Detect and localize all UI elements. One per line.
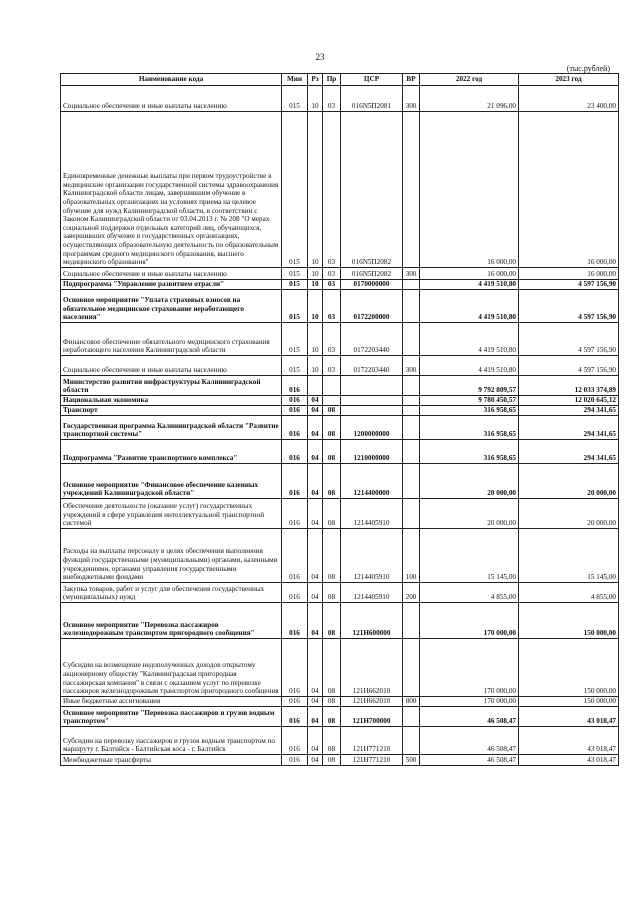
row-name: Основное мероприятие "Финансовое обеспечение казенных учреждений Калининградской области" bbox=[61, 464, 282, 499]
table-row bbox=[61, 280, 619, 290]
row-2022: 316 958,65 bbox=[420, 440, 519, 464]
header-rz: Рз bbox=[308, 74, 323, 86]
row-name: Государственная программа Калининградской области "Развитие транспортной системы" bbox=[61, 416, 282, 440]
row-csr bbox=[341, 406, 403, 416]
row-vr bbox=[403, 112, 420, 268]
row-name: Основное мероприятие "Уплата страховых взносов на обязательное медицинское страхование неработающего населения" bbox=[61, 290, 282, 323]
row-vr: 300 bbox=[403, 86, 420, 112]
table-row bbox=[61, 376, 619, 396]
row-name: Подпрограмма "Управление развитием отрасли" bbox=[61, 280, 282, 290]
row-min: 015 bbox=[282, 268, 308, 280]
row-2023: 15 145,00 bbox=[519, 529, 619, 583]
header-2023: 2023 год bbox=[519, 74, 619, 86]
row-pr: 08 bbox=[323, 755, 341, 766]
row-2022: 170 000,00 bbox=[420, 603, 519, 639]
row-min: 016 bbox=[282, 499, 308, 529]
row-csr: 0172200000 bbox=[341, 290, 403, 323]
row-vr bbox=[403, 396, 420, 406]
row-vr: 800 bbox=[403, 697, 420, 707]
row-2022: 46 508,47 bbox=[420, 707, 519, 727]
row-name: Расходы на выплаты персоналу в целях обеспечения выполнения функций государственными (муниципальными) органами, казенными учреждениями, органами управления государственными внебюджетными фондами bbox=[61, 529, 282, 583]
row-rz: 10 bbox=[308, 290, 323, 323]
row-name: Министерство развития инфраструктуры Калининградской области bbox=[61, 376, 282, 396]
table-row bbox=[61, 583, 619, 603]
table-row bbox=[61, 639, 619, 697]
row-name: Субсидии на перевозку пассажиров и грузов водным транспортом по маршруту г. Балтийск - Балтийская коса - г. Балтийск bbox=[61, 727, 282, 755]
row-min: 015 bbox=[282, 323, 308, 356]
row-min: 016 bbox=[282, 727, 308, 755]
row-2023: 294 341,65 bbox=[519, 406, 619, 416]
row-csr: 016N5П2081 bbox=[341, 86, 403, 112]
row-2022: 4 419 510,80 bbox=[420, 356, 519, 376]
row-vr bbox=[403, 416, 420, 440]
row-rz: 04 bbox=[308, 707, 323, 727]
row-rz: 04 bbox=[308, 396, 323, 406]
row-name: Межбюджетные трансферты bbox=[61, 755, 282, 766]
row-pr: 08 bbox=[323, 464, 341, 499]
row-csr: 121Н771210 bbox=[341, 755, 403, 766]
table-row bbox=[61, 323, 619, 356]
row-2022: 170 000,00 bbox=[420, 639, 519, 697]
row-2022: 46 508,47 bbox=[420, 727, 519, 755]
row-name: Подпрограмма "Развитие транспортного комплекса" bbox=[61, 440, 282, 464]
row-csr: 1214400000 bbox=[341, 464, 403, 499]
row-pr: 08 bbox=[323, 583, 341, 603]
row-2023: 150 000,00 bbox=[519, 697, 619, 707]
row-csr: 121Н662010 bbox=[341, 697, 403, 707]
row-csr: 121Н771210 bbox=[341, 727, 403, 755]
row-rz: 04 bbox=[308, 639, 323, 697]
row-rz: 10 bbox=[308, 280, 323, 290]
row-min: 016 bbox=[282, 603, 308, 639]
row-2022: 16 000,00 bbox=[420, 268, 519, 280]
header-csr: ЦСР bbox=[341, 74, 403, 86]
row-vr: 300 bbox=[403, 268, 420, 280]
row-rz: 04 bbox=[308, 529, 323, 583]
table-row bbox=[61, 112, 619, 268]
row-vr: 100 bbox=[403, 529, 420, 583]
row-2022: 316 958,65 bbox=[420, 406, 519, 416]
row-pr: 08 bbox=[323, 603, 341, 639]
row-name: Транспорт bbox=[61, 406, 282, 416]
row-2022: 16 000,00 bbox=[420, 112, 519, 268]
row-2022: 4 419 510,80 bbox=[420, 280, 519, 290]
row-vr bbox=[403, 499, 420, 529]
row-min: 016 bbox=[282, 416, 308, 440]
header-pr: Пр bbox=[323, 74, 341, 86]
row-rz: 04 bbox=[308, 464, 323, 499]
row-min: 016 bbox=[282, 529, 308, 583]
row-vr bbox=[403, 280, 420, 290]
table-header-row bbox=[61, 74, 619, 86]
row-vr bbox=[403, 639, 420, 697]
table-row bbox=[61, 464, 619, 499]
units-label: (тыс.рублей) bbox=[566, 64, 610, 73]
row-vr bbox=[403, 290, 420, 323]
row-min: 015 bbox=[282, 290, 308, 323]
row-2022: 4 419 510,80 bbox=[420, 290, 519, 323]
row-min: 016 bbox=[282, 583, 308, 603]
row-min: 016 bbox=[282, 406, 308, 416]
row-2022: 21 096,00 bbox=[420, 86, 519, 112]
row-min: 016 bbox=[282, 755, 308, 766]
row-min: 016 bbox=[282, 440, 308, 464]
row-name: Национальная экономика bbox=[61, 396, 282, 406]
row-2023: 4 855,00 bbox=[519, 583, 619, 603]
page-number: 23 bbox=[315, 52, 325, 62]
row-min: 015 bbox=[282, 280, 308, 290]
row-rz: 04 bbox=[308, 727, 323, 755]
row-2023: 23 400,00 bbox=[519, 86, 619, 112]
header-min: Мин bbox=[282, 74, 308, 86]
row-vr bbox=[403, 376, 420, 396]
header-vr: ВР bbox=[403, 74, 420, 86]
row-rz: 10 bbox=[308, 323, 323, 356]
budget-table bbox=[60, 73, 619, 766]
header-name: Наименование кода bbox=[61, 74, 282, 86]
table-row bbox=[61, 416, 619, 440]
row-2023: 4 597 156,90 bbox=[519, 280, 619, 290]
row-min: 016 bbox=[282, 376, 308, 396]
row-name: Единовременные денежные выплаты при первом трудоустройстве в медицинские организации государственной системы здравоохранения Калининградской области лицам, завершившим обучение в образовательных организациях на условиях приема на целевое обучение для нужд Калининградской области, в соответствии с Законом Калининградской области от 03.04.2013 г. № 208 "О мерах социальной поддержки отдельных категорий лиц, обучающихся, завершивших обучение в государственных организациях, осуществляющих образовательную деятельность по образовательным программам среднего медицинского образования, высшего медицинского образования" bbox=[61, 112, 282, 268]
table-row bbox=[61, 697, 619, 707]
row-min: 015 bbox=[282, 112, 308, 268]
row-vr: 300 bbox=[403, 356, 420, 376]
row-csr: 016N5П2082 bbox=[341, 268, 403, 280]
table-row bbox=[61, 440, 619, 464]
row-csr: 121Н600000 bbox=[341, 603, 403, 639]
row-name: Субсидии на возмещение недополученных доходов открытому акционерному обществу "Калининградская пригородная пассажирская компания" в связи с оказанием услуг по перевозке пассажиров железнодорожным транспортом пригородного сообщения bbox=[61, 639, 282, 697]
row-2023: 43 018,47 bbox=[519, 707, 619, 727]
row-pr: 03 bbox=[323, 323, 341, 356]
row-2022: 9 792 809,57 bbox=[420, 376, 519, 396]
row-pr bbox=[323, 376, 341, 396]
row-vr bbox=[403, 464, 420, 499]
row-csr: 1214405910 bbox=[341, 499, 403, 529]
table-row bbox=[61, 290, 619, 323]
row-vr bbox=[403, 406, 420, 416]
row-2023: 150 000,00 bbox=[519, 639, 619, 697]
row-pr: 03 bbox=[323, 268, 341, 280]
table-row bbox=[61, 727, 619, 755]
row-csr: 016N5П2082 bbox=[341, 112, 403, 268]
row-vr bbox=[403, 707, 420, 727]
row-2023: 150 000,00 bbox=[519, 603, 619, 639]
row-rz: 04 bbox=[308, 406, 323, 416]
table-row bbox=[61, 268, 619, 280]
row-vr bbox=[403, 323, 420, 356]
row-2023: 43 018,47 bbox=[519, 755, 619, 766]
table-row bbox=[61, 603, 619, 639]
row-rz: 04 bbox=[308, 440, 323, 464]
row-csr bbox=[341, 396, 403, 406]
row-min: 016 bbox=[282, 707, 308, 727]
row-vr: 500 bbox=[403, 755, 420, 766]
row-pr: 08 bbox=[323, 639, 341, 697]
row-2023: 4 597 156,90 bbox=[519, 290, 619, 323]
row-vr bbox=[403, 603, 420, 639]
row-name: Иные бюджетные ассигнования bbox=[61, 697, 282, 707]
row-name: Обеспечение деятельности (оказание услуг) государственных учреждений в сфере управления интеллектуальной транспортной системой bbox=[61, 499, 282, 529]
row-2023: 12 033 374,89 bbox=[519, 376, 619, 396]
row-2022: 46 508,47 bbox=[420, 755, 519, 766]
row-min: 016 bbox=[282, 464, 308, 499]
row-2023: 43 018,47 bbox=[519, 727, 619, 755]
row-rz: 10 bbox=[308, 356, 323, 376]
row-2023: 20 000,00 bbox=[519, 464, 619, 499]
row-pr bbox=[323, 396, 341, 406]
row-min: 016 bbox=[282, 697, 308, 707]
row-rz: 04 bbox=[308, 416, 323, 440]
table-row bbox=[61, 529, 619, 583]
row-2022: 20 000,00 bbox=[420, 464, 519, 499]
row-csr: 0172203440 bbox=[341, 323, 403, 356]
table-body bbox=[61, 86, 619, 766]
row-pr: 03 bbox=[323, 280, 341, 290]
row-2023: 12 020 645,12 bbox=[519, 396, 619, 406]
row-rz: 04 bbox=[308, 499, 323, 529]
row-name: Социальное обеспечение и иные выплаты населению bbox=[61, 268, 282, 280]
row-csr: 1210000000 bbox=[341, 440, 403, 464]
row-rz: 10 bbox=[308, 86, 323, 112]
row-2022: 20 000,00 bbox=[420, 499, 519, 529]
row-2023: 16 000,00 bbox=[519, 268, 619, 280]
row-csr: 1214405910 bbox=[341, 583, 403, 603]
row-pr: 08 bbox=[323, 529, 341, 583]
header-2022: 2022 год bbox=[420, 74, 519, 86]
row-csr bbox=[341, 376, 403, 396]
row-name: Социальное обеспечение и иные выплаты населению bbox=[61, 356, 282, 376]
row-name: Закупка товаров, работ и услуг для обеспечения государственных (муниципальных) нужд bbox=[61, 583, 282, 603]
row-2022: 316 958,65 bbox=[420, 416, 519, 440]
row-pr: 08 bbox=[323, 707, 341, 727]
row-rz: 04 bbox=[308, 697, 323, 707]
row-name: Основное мероприятие "Перевозка пассажиров железнодорожным транспортом пригородного сообщения" bbox=[61, 603, 282, 639]
row-2022: 4 419 510,80 bbox=[420, 323, 519, 356]
row-pr: 03 bbox=[323, 112, 341, 268]
table-row bbox=[61, 396, 619, 406]
row-2023: 4 597 156,90 bbox=[519, 356, 619, 376]
row-csr: 121Н700000 bbox=[341, 707, 403, 727]
row-vr: 200 bbox=[403, 583, 420, 603]
row-2023: 20 000,00 bbox=[519, 499, 619, 529]
row-rz: 10 bbox=[308, 268, 323, 280]
table-row bbox=[61, 356, 619, 376]
row-2023: 16 000,00 bbox=[519, 112, 619, 268]
row-csr: 1214405910 bbox=[341, 529, 403, 583]
table-row bbox=[61, 707, 619, 727]
row-min: 015 bbox=[282, 356, 308, 376]
row-rz: 04 bbox=[308, 603, 323, 639]
table-row bbox=[61, 406, 619, 416]
row-pr: 03 bbox=[323, 290, 341, 323]
row-pr: 08 bbox=[323, 727, 341, 755]
row-2022: 15 145,00 bbox=[420, 529, 519, 583]
row-csr: 0170000000 bbox=[341, 280, 403, 290]
row-csr: 1200000000 bbox=[341, 416, 403, 440]
row-pr: 03 bbox=[323, 356, 341, 376]
row-2022: 9 780 450,57 bbox=[420, 396, 519, 406]
row-vr bbox=[403, 440, 420, 464]
row-min: 016 bbox=[282, 639, 308, 697]
table-row bbox=[61, 86, 619, 112]
row-pr: 03 bbox=[323, 86, 341, 112]
row-rz: 04 bbox=[308, 583, 323, 603]
row-rz bbox=[308, 376, 323, 396]
row-2022: 170 000,00 bbox=[420, 697, 519, 707]
row-2022: 4 855,00 bbox=[420, 583, 519, 603]
row-csr: 0172203440 bbox=[341, 356, 403, 376]
row-name: Основное мероприятие "Перевозка пассажиров и грузов водным транспортом" bbox=[61, 707, 282, 727]
table-row bbox=[61, 499, 619, 529]
row-name: Социальное обеспечение и иные выплаты населению bbox=[61, 86, 282, 112]
row-2023: 294 341,65 bbox=[519, 440, 619, 464]
row-pr: 08 bbox=[323, 499, 341, 529]
row-pr: 08 bbox=[323, 440, 341, 464]
row-rz: 10 bbox=[308, 112, 323, 268]
row-vr bbox=[403, 727, 420, 755]
row-min: 015 bbox=[282, 86, 308, 112]
row-2023: 294 341,65 bbox=[519, 416, 619, 440]
row-pr: 08 bbox=[323, 406, 341, 416]
row-rz: 04 bbox=[308, 755, 323, 766]
row-min: 016 bbox=[282, 396, 308, 406]
row-pr: 08 bbox=[323, 416, 341, 440]
row-2023: 4 597 156,90 bbox=[519, 323, 619, 356]
row-csr: 121Н662010 bbox=[341, 639, 403, 697]
row-pr: 08 bbox=[323, 697, 341, 707]
table-row bbox=[61, 755, 619, 766]
row-name: Финансовое обеспечение обязательного медицинского страхования неработающего населения Калининградской области bbox=[61, 323, 282, 356]
